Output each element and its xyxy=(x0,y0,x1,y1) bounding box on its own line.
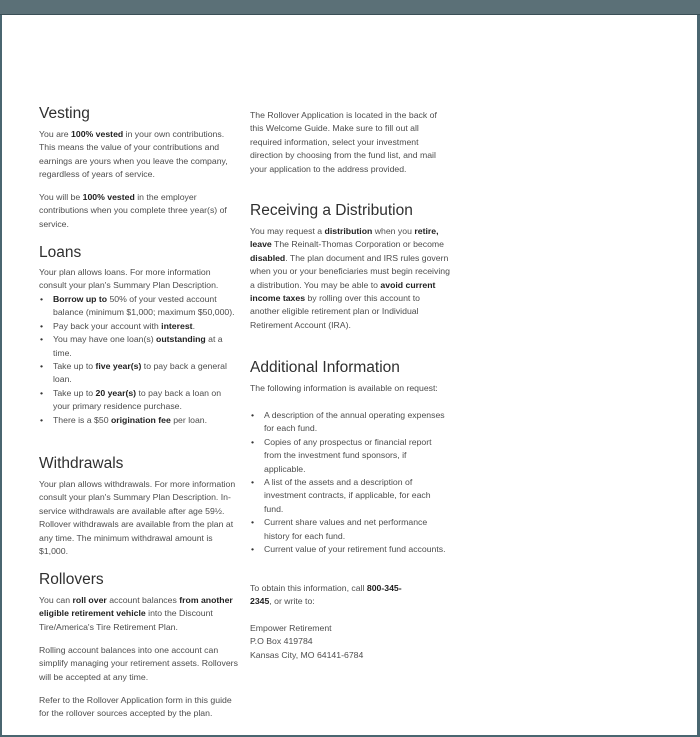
rollovers-heading: Rollovers xyxy=(39,571,104,588)
rollovers-paragraph-3: Refer to the Rollover Application form in this guide for the rollover sources accepted by the plan. xyxy=(39,695,232,719)
additional-info-list xyxy=(250,409,450,556)
mailing-address xyxy=(250,622,450,662)
obtain-info-paragraph: To obtain this information, call 800-345-2345, or write to: xyxy=(250,583,402,607)
loans-intro: Your plan allows loans. For more information consult your plan's Summary Plan Description. xyxy=(39,267,219,291)
loans-heading: Loans xyxy=(39,244,82,261)
list-item: • Current value of your retirement fund accounts. xyxy=(250,543,450,556)
vesting-heading: Vesting xyxy=(39,105,90,122)
vesting-paragraph-2: You will be 100% vested in the employer contributions when you complete three year(s) of service. xyxy=(39,192,227,229)
list-item: • You may have one loan(s) outstanding at a time. xyxy=(39,333,239,360)
list-item: • Take up to five year(s) to pay back a general loan. xyxy=(39,360,239,387)
list-item: • A list of the assets and a description of investment contracts, if applicable, for each fund. xyxy=(250,476,450,516)
list-item: • Current share values and net performance history for each fund. xyxy=(250,516,450,543)
withdrawals-paragraph: Your plan allows withdrawals. For more information consult your plan's Summary Plan Description. In-service withdrawals are available after age 59½. Rollover withdrawals are available from the plan at any time. The minimum withdrawal amount is $1,000. xyxy=(39,479,236,557)
distribution-paragraph: You may request a distribution when you retire, leave The Reinalt-Thomas Corporation or become disabled. The plan document and IRS rules govern when you or your beneficiaries must begin receiving a distribution. You may be able to avoid current income taxes by rolling over this account to another eligible retirement plan or Individual Retirement Account (IRA). xyxy=(250,226,450,330)
address-line: Kansas City, MO 64141-6784 xyxy=(250,649,364,660)
vesting-paragraph-1: You are 100% vested in your own contributions. This means the value of your contributions and earnings are yours when you leave the company, regardless of years of service. xyxy=(39,129,228,180)
additional-info-heading: Additional Information xyxy=(250,359,400,376)
list-item: • A description of the annual operating expenses for each fund. xyxy=(250,409,450,436)
rollovers-paragraph-2: Rolling account balances into one account can simplify managing your retirement assets. Rollovers will be accepted at any time. xyxy=(39,645,238,682)
list-item: • Take up to 20 year(s) to pay back a loan on your primary residence purchase. xyxy=(39,387,239,414)
loans-list xyxy=(39,293,239,427)
additional-info-intro: The following information is available on request: xyxy=(250,383,438,393)
list-item: • Pay back your account with interest. xyxy=(39,320,239,333)
phone-number: 800-345-2345 xyxy=(250,583,402,607)
address-line: Empower Retirement xyxy=(250,623,332,633)
viewer-top-bar xyxy=(0,0,700,15)
rollover-application-paragraph: The Rollover Application is located in the back of this Welcome Guide. Make sure to fill out all required information, select your investment direction by choosing from the fund list, and mail your application to the address provided. xyxy=(250,110,437,174)
withdrawals-heading: Withdrawals xyxy=(39,455,124,472)
list-item: • Copies of any prospectus or financial report from the investment fund sponsors, if applicable. xyxy=(250,436,450,476)
list-item: • Borrow up to 50% of your vested account balance (minimum $1,000; maximum $50,000). xyxy=(39,293,239,320)
list-item: • There is a $50 origination fee per loan. xyxy=(39,414,239,427)
address-line: P.O Box 419784 xyxy=(250,636,313,647)
document-page xyxy=(2,15,697,735)
rollovers-paragraph-1: You can roll over account balances from another eligible retirement vehicle into the Discount Tire/America's Tire Retirement Plan. xyxy=(39,595,233,632)
distribution-heading: Receiving a Distribution xyxy=(250,202,413,219)
